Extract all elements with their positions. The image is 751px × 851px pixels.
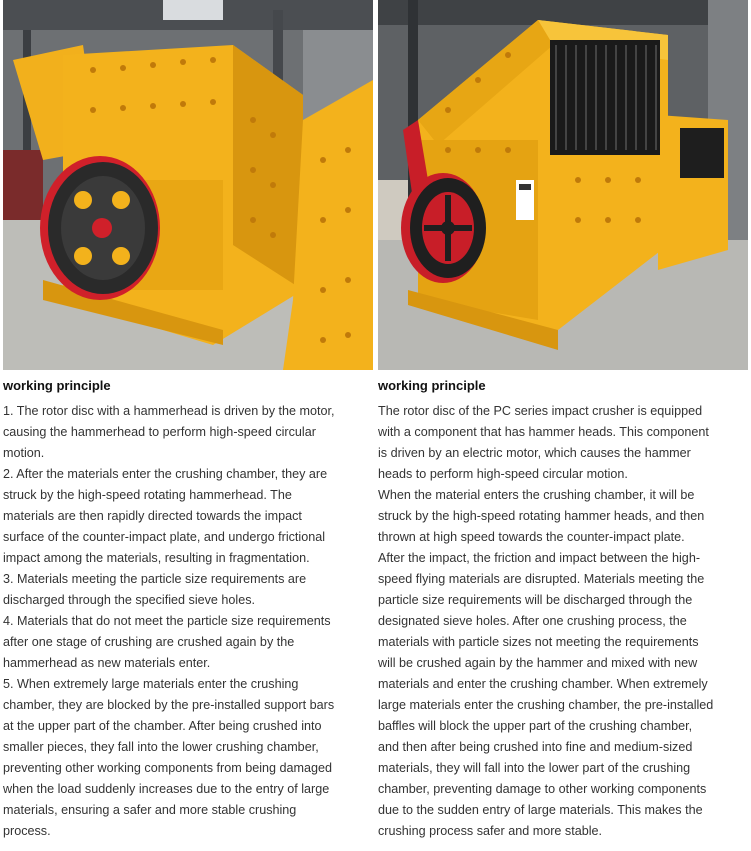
left-heading: working principle — [3, 378, 111, 393]
text-line: materials are then rapidly directed towards the impact — [3, 509, 302, 523]
text-line: and then after being crushed into fine and medium-sized — [378, 740, 693, 754]
text-line: materials, they will fall into the lower part of the crushing — [378, 761, 691, 775]
right-description — [378, 401, 748, 842]
text-line: When the material enters the crushing chamber, it will be — [378, 488, 695, 502]
text-line: when the load suddenly increases due to the entry of large — [3, 782, 330, 796]
text-line: baffles will block the upper part of the crushing chamber, — [378, 719, 693, 733]
text-line: 4. Materials that do not meet the particle size requirements — [3, 614, 331, 628]
text-line: at the upper part of the chamber. After being crushed into — [3, 719, 322, 733]
text-line: preventing other working components from being damaged — [3, 761, 333, 775]
text-line: materials with particle sizes not meeting the requirements — [378, 635, 699, 649]
text-line: heads to perform high-speed circular motion. — [378, 467, 628, 481]
text-line: speed flying materials are disrupted. Materials meeting the — [378, 572, 705, 586]
text-line: surface of the counter-impact plate, and undergo frictional — [3, 530, 326, 544]
right-heading: working principle — [378, 378, 486, 393]
text-line: designated sieve holes. After one crushing process, the — [378, 614, 687, 628]
text-line: 3. Materials meeting the particle size requirements are — [3, 572, 307, 586]
text-line: 2. After the materials enter the crushing chamber, they are — [3, 467, 328, 481]
impact-crusher-illustration — [378, 0, 748, 370]
text-line: process. — [3, 824, 51, 838]
left-description — [3, 401, 373, 842]
right-column — [378, 0, 748, 842]
text-line: large materials enter the crushing chamber, the pre-installed — [378, 698, 714, 712]
text-line: struck by the high-speed rotating hammerhead. The — [3, 488, 292, 502]
text-line: causing the hammerhead to perform high-speed circular — [3, 425, 316, 439]
text-line: with a component that has hammer heads. This component — [378, 425, 709, 439]
text-line: thrown at high speed towards the counter-impact plate. — [378, 530, 685, 544]
text-line: particle size requirements will be discharged through the — [378, 593, 693, 607]
text-line: The rotor disc of the PC series impact crusher is equipped — [378, 404, 703, 418]
impact-crusher-photo — [378, 0, 748, 370]
text-line: after one stage of crushing are crushed again by the — [3, 635, 295, 649]
text-line: crushing process safer and more stable. — [378, 824, 603, 838]
text-line: smaller pieces, they fall into the lower crushing chamber, — [3, 740, 319, 754]
text-line: will be crushed again by the hammer and mixed with new — [378, 656, 698, 670]
text-line: struck by the high-speed rotating hammer heads, and then — [378, 509, 705, 523]
hammer-crusher-photo — [3, 0, 373, 370]
text-line: chamber, preventing damage to other working components — [378, 782, 707, 796]
left-column — [3, 0, 373, 842]
text-line: After the impact, the friction and impact between the high- — [378, 551, 701, 565]
text-line: is driven by an electric motor, which causes the hammer — [378, 446, 691, 460]
hammer-crusher-illustration — [3, 0, 373, 370]
text-line: materials, ensuring a safer and more stable crushing — [3, 803, 297, 817]
text-line: hammerhead as new materials enter. — [3, 656, 211, 670]
text-line: 5. When extremely large materials enter the crushing — [3, 677, 299, 691]
text-line: discharged through the specified sieve holes. — [3, 593, 256, 607]
text-line: due to the sudden entry of large materials. This makes the — [378, 803, 703, 817]
text-line: materials and enter the crushing chamber. When extremely — [378, 677, 708, 691]
text-line: impact among the materials, resulting in fragmentation. — [3, 551, 310, 565]
text-line: motion. — [3, 446, 45, 460]
text-line: chamber, they are blocked by the pre-installed support bars — [3, 698, 335, 712]
text-line: 1. The rotor disc with a hammerhead is driven by the motor, — [3, 404, 335, 418]
